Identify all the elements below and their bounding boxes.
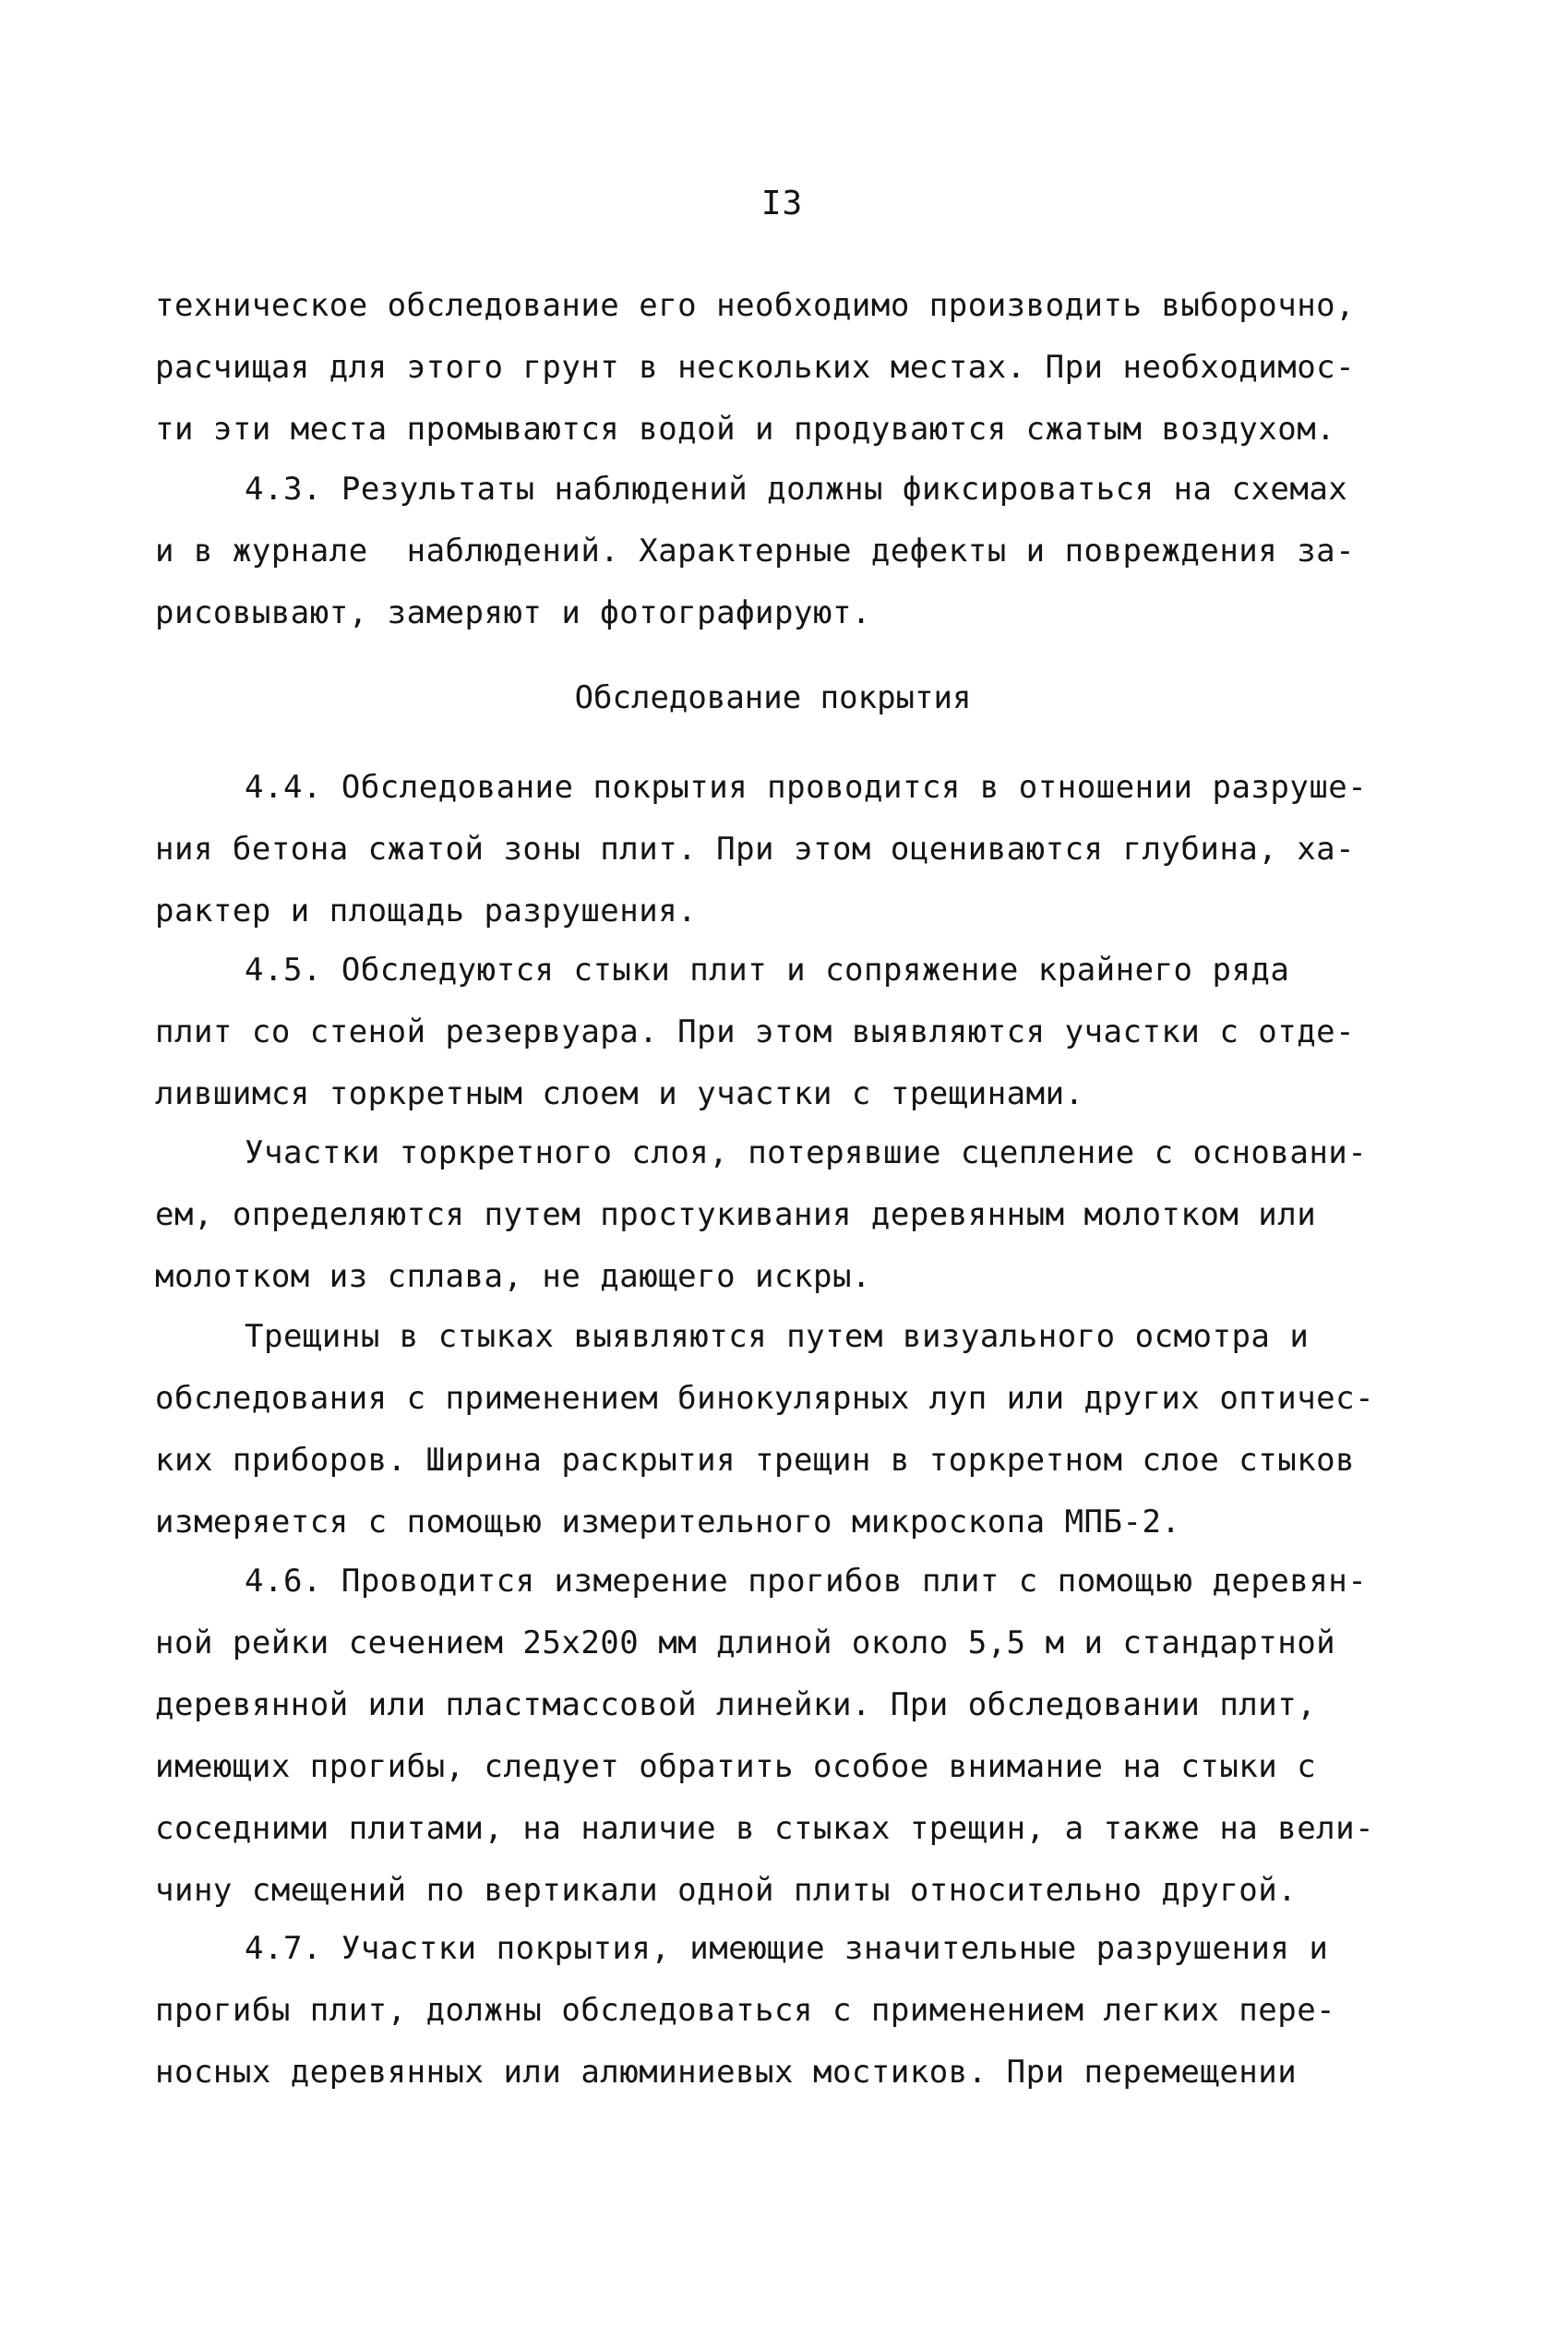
text-line: носных деревянных или алюминиевых мостиков. При перемещении [155,2054,1298,2091]
text-line: лившимся торкретным слоем и участки с трещинами. [155,1075,1084,1112]
text-line: рисовывают, замеряют и фотографируют. [155,594,871,631]
section-heading: Обследование покрытия [574,679,972,716]
text-line: ти эти места промываются водой и продуваются сжатым воздухом. [155,411,1336,448]
text-line: прогибы плит, должны обследоваться с применением легких пере- [155,1992,1336,2029]
text-line: 4.6. Проводится измерение прогибов плит с помощью деревян- [245,1563,1368,1600]
text-line: ния бетона сжатой зоны плит. При этом оцениваются глубина, ха- [155,831,1356,868]
text-line: деревянной или пластмассовой линейки. При обследовании плит, [155,1686,1317,1723]
paragraph-4-6 [155,1551,1375,1922]
text-line: чину смещений по вертикали одной плиты относительно другой. [155,1872,1298,1909]
text-line: Участки торкретного слоя, потерявшие сцепление с основани- [245,1134,1368,1171]
text-line: рактер и площадь разрушения. [155,893,698,929]
page-number: I3 [760,185,804,222]
paragraph-4-4 [155,757,1368,942]
text-line: измеряется с помощью измерительного микроскопа МПБ-2. [155,1504,1181,1541]
paragraph-torkret [155,1122,1368,1308]
paragraph-inspection-continued [155,275,1356,461]
text-line: 4.7. Участки покрытия, имеющие значительные разрушения и [245,1930,1329,1967]
paragraph-cracks [155,1306,1375,1553]
text-line: техническое обследование его необходимо производить выборочно, [155,287,1356,324]
text-line: имеющих прогибы, следует обратить особое внимание на стыки с [155,1748,1317,1785]
paragraph-4-5 [155,940,1356,1125]
paragraph-4-7 [155,1918,1336,2104]
text-line: обследования с применением бинокулярных луп или других оптичес- [155,1380,1375,1417]
text-line: соседними плитами, на наличие в стыках трещин, а также на вели- [155,1810,1375,1847]
text-line: молотком из сплава, не дающего искры. [155,1258,871,1295]
paragraph-4-3 [155,459,1356,644]
text-line: 4.3. Результаты наблюдений должны фиксироваться на схемах [245,471,1348,508]
text-line: и в журнале наблюдений. Характерные дефекты и повреждения за- [155,533,1356,570]
text-line: 4.4. Обследование покрытия проводится в отношении разруше- [245,769,1368,806]
text-line: ких приборов. Ширина раскрытия трещин в торкретном слое стыков [155,1442,1356,1479]
text-line: расчищая для этого грунт в нескольких местах. При необходимос- [155,349,1356,386]
text-line: ной рейки сечением 25х200 мм длиной около 5,5 м и стандартной [155,1625,1336,1661]
text-line: плит со стеной резервуара. При этом выявляются участки с отде- [155,1013,1356,1050]
text-line: ем, определяются путем простукивания деревянным молотком или [155,1196,1317,1233]
text-line: Трещины в стыках выявляются путем визуального осмотра и [245,1318,1310,1355]
text-line: 4.5. Обследуются стыки плит и сопряжение крайнего ряда [245,952,1290,989]
